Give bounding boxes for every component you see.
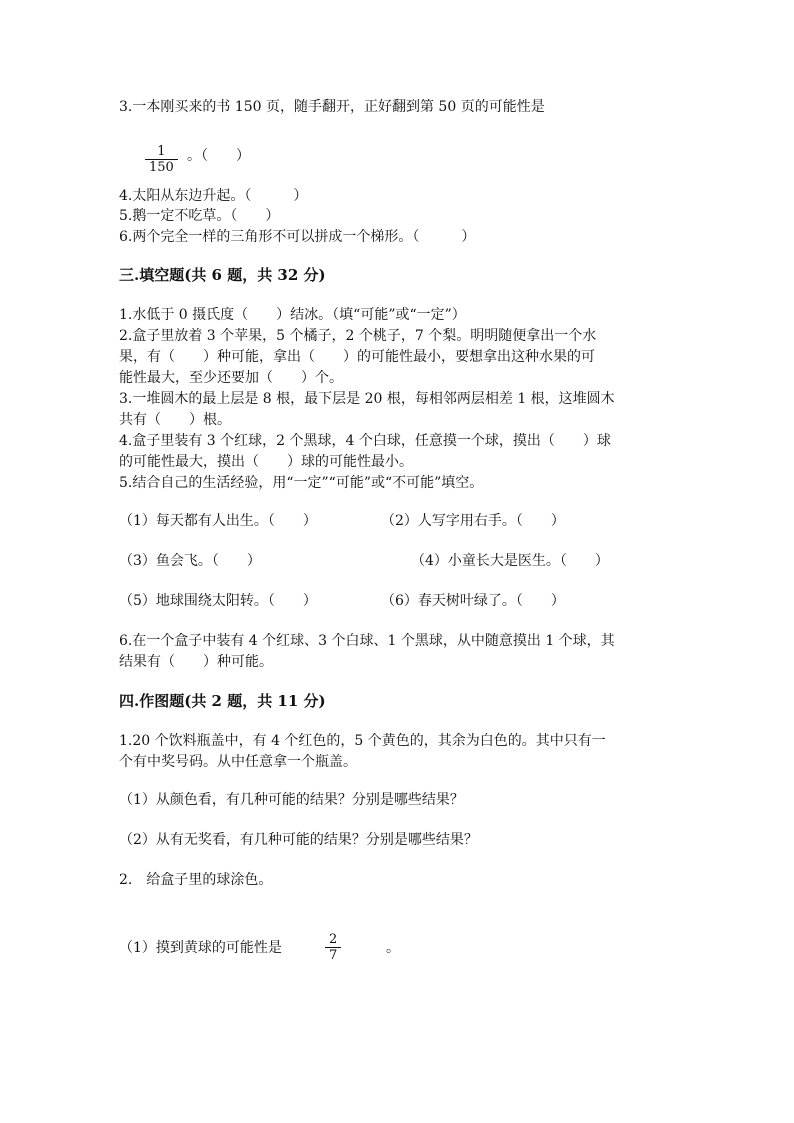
fill-q6-line: 6.在一个盒子中装有 4 个红球、3 个白球、1 个黑球，从中随意摸出 1 个球，其 [119, 633, 615, 649]
fraction-2-7 [325, 932, 341, 963]
q5-item-2: （2）人写字用右手。（ ） [381, 513, 565, 529]
fill-line: 果，有（ ）种可能，拿出（ ）的可能性最小，要想拿出这种水果的可 [119, 349, 595, 365]
question-6: 6.两个完全一样的三角形不可以拼成一个梯形。（ ） [119, 229, 476, 245]
fill-line: 能性最大，至少还要加（ ）个。 [119, 370, 343, 386]
q5-item-1: （1）每天都有人出生。（ ） [119, 513, 317, 529]
question-3-answer-blank[interactable]: 。（ ） [187, 148, 250, 164]
fraction-denominator: 150 [149, 160, 174, 175]
section-header-draw: 四.作图题(共 2 题，共 11 分) [119, 692, 326, 710]
question-4: 4.太阳从东边升起。（ ） [119, 188, 308, 204]
fraction-denominator: 7 [329, 948, 338, 963]
draw-q2-sub-text: （1）摸到黄球的可能性是 [119, 940, 282, 956]
question-5: 5.鹅一定不吃草。（ ） [119, 208, 280, 224]
draw-q2: 2. 给盒子里的球涂色。 [119, 872, 273, 888]
q5-item-5: （5）地球围绕太阳转。（ ） [119, 593, 317, 609]
fill-line: 的可能性最大，摸出（ ）球的可能性最小。 [119, 454, 413, 470]
fill-q6-line: 结果有（ ）种可能。 [119, 654, 273, 670]
fill-line: 5.结合自己的生活经验，用“一定”“可能”或“不可能”填空。 [119, 475, 484, 491]
fraction-numerator: 1 [157, 144, 166, 159]
draw-q1-sub-2: （2）从有无奖看，有几种可能的结果？分别是哪些结果？ [119, 832, 478, 848]
question-3-text: 3.一本刚买来的书 150 页，随手翻开，正好翻到第 50 页的可能性是 [119, 99, 545, 115]
fill-line: 4.盒子里装有 3 个红球，2 个黑球，4 个白球，任意摸一个球，摸出（ ）球 [119, 433, 611, 449]
draw-q1-line: 1.20 个饮料瓶盖中，有 4 个红色的，5 个黄色的，其余为白色的。其中只有一 [119, 733, 606, 749]
q5-item-4: （4）小童长大是医生。（ ） [411, 553, 609, 569]
draw-q1-line: 个有中奖号码。从中任意拿一个瓶盖。 [119, 754, 357, 770]
draw-q1-sub-1: （1）从颜色看，有几种可能的结果？分别是哪些结果？ [119, 792, 464, 808]
draw-q2-tail: 。 [386, 940, 400, 956]
fill-line: 3.一堆圆木的最上层是 8 根，最下层是 20 根，每相邻两层相差 1 根，这堆圆木 [119, 391, 615, 407]
fraction-1-150 [145, 144, 178, 175]
fill-line: 2.盒子里放着 3 个苹果，5 个橘子，2 个桃子，7 个梨。明明随便拿出一个水 [119, 328, 597, 344]
q5-item-3: （3）鱼会飞。（ ） [119, 553, 261, 569]
q5-item-6: （6）春天树叶绿了。（ ） [381, 593, 565, 609]
fill-line: 共有（ ）根。 [119, 412, 231, 428]
fill-line: 1.水低于 0 摄氏度（ ）结冰。（填“可能”或“一定”） [119, 307, 466, 323]
fraction-numerator: 2 [329, 932, 338, 947]
section-header-fill: 三.填空题(共 6 题，共 32 分) [119, 266, 326, 284]
